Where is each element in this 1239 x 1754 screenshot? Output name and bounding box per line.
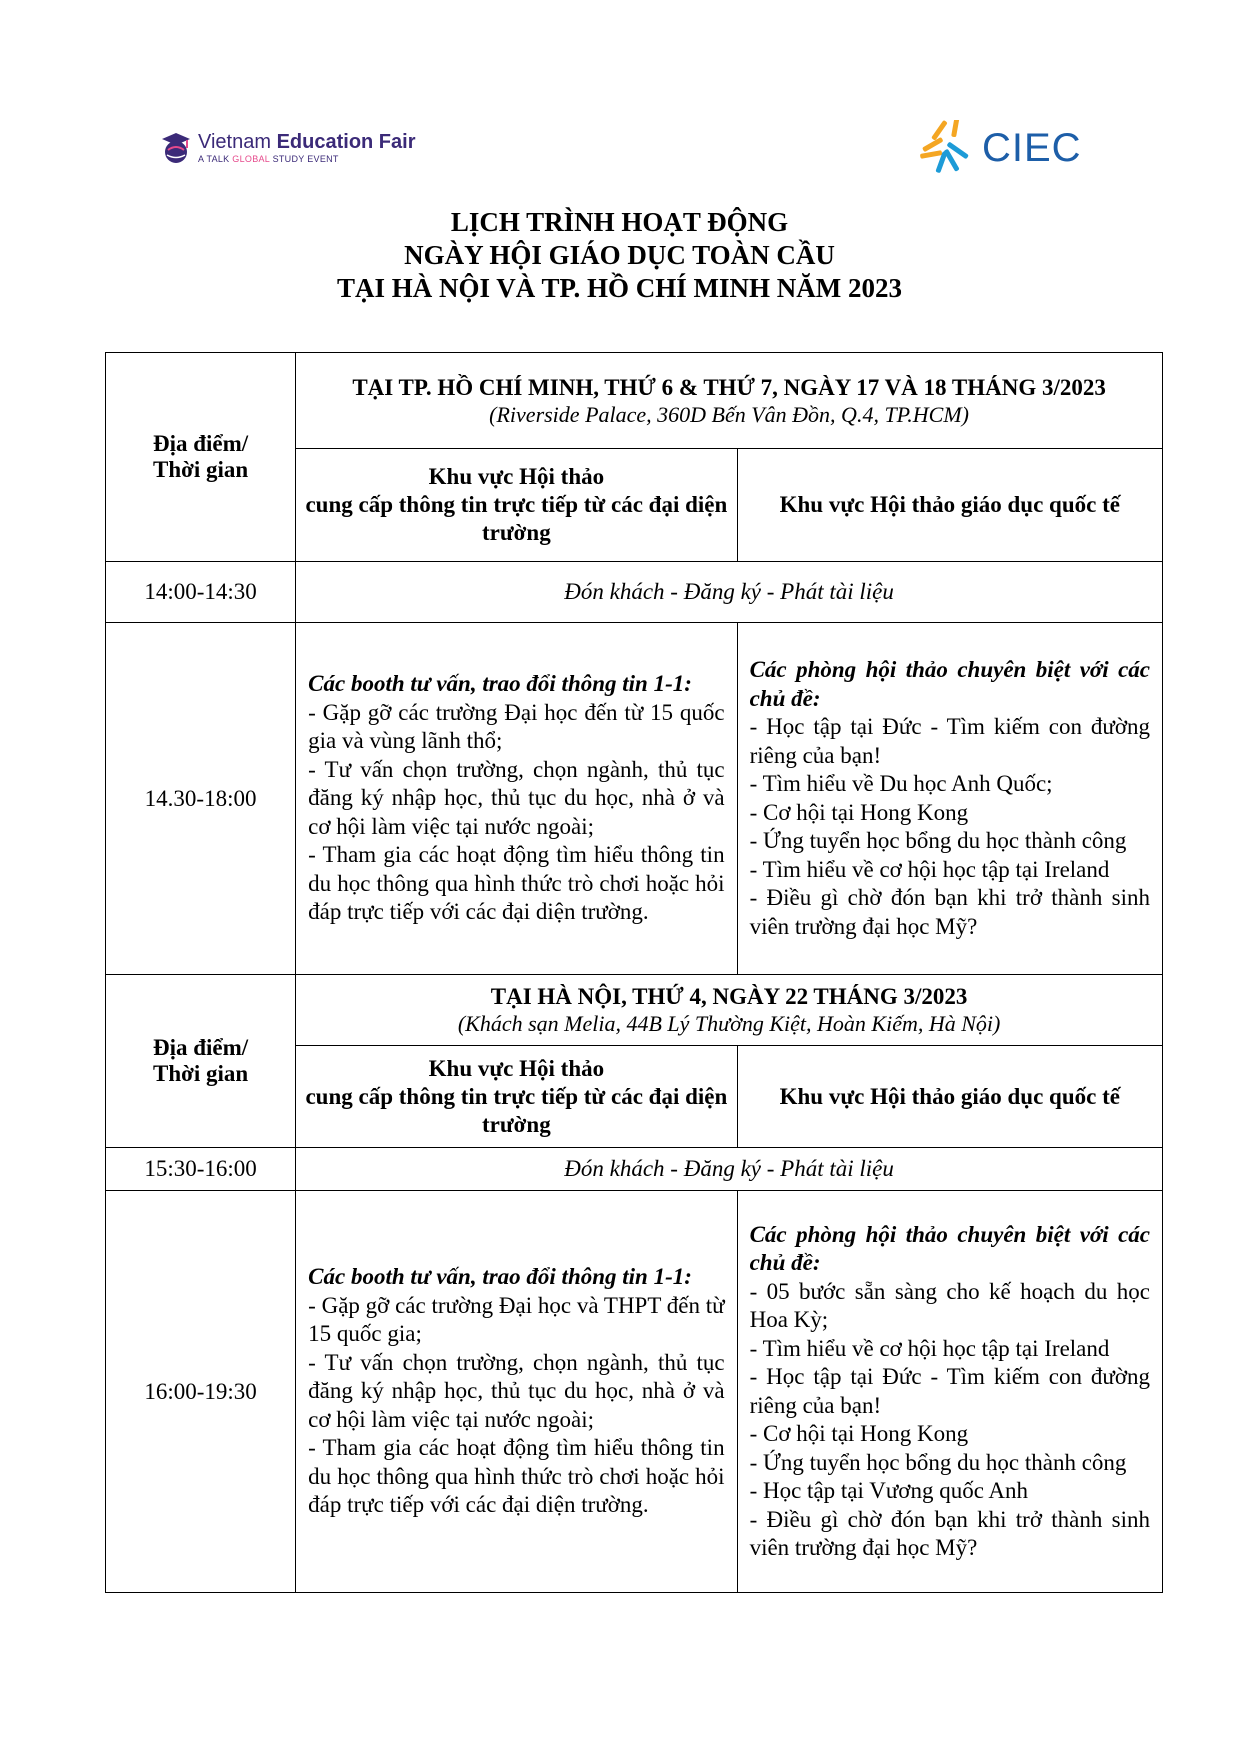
location-time-header: Địa điểm/ Thời gian xyxy=(106,975,296,1148)
venue-header xyxy=(296,353,1163,449)
table-row xyxy=(106,1148,1163,1191)
ciec-sunburst-icon xyxy=(918,120,976,176)
list-item: - Tư vấn chọn trường, chọn ngành, thủ tục đăng ký nhập học, thủ tục du học, nhà ở và cơ hội làm việc tại nước ngoài; xyxy=(308,756,725,839)
list-item: - Ứng tuyển học bổng du học thành công xyxy=(749,828,1127,853)
column-a-header: Khu vực Hội thảo cung cấp thông tin trực tiếp từ các đại diện trường xyxy=(296,449,737,562)
column-a-header: Khu vực Hội thảo cung cấp thông tin trực tiếp từ các đại diện trường xyxy=(296,1046,737,1148)
table-row xyxy=(106,975,1163,1046)
list-item: - Học tập tại Vương quốc Anh xyxy=(749,1478,1029,1503)
list-item: - Gặp gỡ các trường Đại học và THPT đến từ 15 quốc gia; xyxy=(308,1292,725,1347)
list-item: - Điều gì chờ đón bạn khi trở thành sinh viên trường đại học Mỹ? xyxy=(749,885,1150,939)
table-row xyxy=(106,562,1163,623)
venue-title: TẠI HÀ NỘI, THỨ 4, NGÀY 22 THÁNG 3/2023 xyxy=(490,984,968,1009)
list-item: - Học tập tại Đức - Tìm kiếm con đường riêng của bạn! xyxy=(749,714,1150,768)
list-item: - Điều gì chờ đón bạn khi trở thành sinh viên trường đại học Mỹ? xyxy=(749,1506,1150,1560)
time-cell: 14.30-18:00 xyxy=(106,623,296,975)
welcome-text: Đón khách - Đăng ký - Phát tài liệu xyxy=(296,562,1163,623)
graduation-cap-globe-icon xyxy=(158,130,194,166)
page-title xyxy=(0,206,1239,305)
column-b-header: Khu vực Hội thảo giáo dục quốc tế xyxy=(737,449,1162,562)
column-b-header: Khu vực Hội thảo giáo dục quốc tế xyxy=(737,1046,1162,1148)
title-line-2: NGÀY HỘI GIÁO DỤC TOÀN CẦU xyxy=(404,240,835,270)
title-line-1: LỊCH TRÌNH HOẠT ĐỘNG xyxy=(450,207,789,237)
title-line-3: TẠI HÀ NỘI VÀ TP. HỒ CHÍ MINH NĂM 2023 xyxy=(336,273,903,303)
list-item: - Tìm hiểu về cơ hội học tập tại Ireland xyxy=(749,856,1110,882)
welcome-text: Đón khách - Đăng ký - Phát tài liệu xyxy=(296,1148,1163,1191)
vietnam-education-fair-logo xyxy=(158,130,415,166)
table-row xyxy=(106,1191,1163,1593)
list-item: - Cơ hội tại Hong Kong xyxy=(749,799,969,825)
list-item: - Tìm hiểu về cơ hội học tập tại Ireland xyxy=(749,1335,1110,1361)
schedule-table xyxy=(105,352,1163,1593)
list-item: - Cơ hội tại Hong Kong xyxy=(749,1421,969,1446)
time-cell: 15:30-16:00 xyxy=(106,1148,296,1191)
left-logo-name: Vietnam Education Fair xyxy=(198,131,416,153)
left-logo-tagline: A TALK GLOBAL STUDY EVENT xyxy=(198,154,339,164)
ciec-logo-text: CIEC xyxy=(982,125,1082,170)
ciec-logo xyxy=(918,120,1082,176)
list-item: - Tham gia các hoạt động tìm hiểu thông tin du học thông qua hình thức trò chơi hoặc hỏi đáp trực tiếp với các đại diện trường. xyxy=(308,842,725,925)
venue-title: TẠI TP. HỒ CHÍ MINH, THỨ 6 & THỨ 7, NGÀY 17 VÀ 18 THÁNG 3/2023 xyxy=(352,374,1106,400)
list-item: - Học tập tại Đức - Tìm kiếm con đường riêng của bạn! xyxy=(749,1364,1150,1418)
location-time-header: Địa điểm/ Thời gian xyxy=(106,353,296,562)
table-row xyxy=(106,353,1163,449)
time-cell: 16:00-19:30 xyxy=(106,1191,296,1593)
venue-header xyxy=(296,975,1163,1046)
venue-address: (Riverside Palace, 360D Bến Vân Đồn, Q.4, TP.HCM) xyxy=(489,401,969,427)
seminar-topics: Các phòng hội thảo chuyên biệt với các chủ đề: - Học tập tại Đức - Tìm kiếm con đường riêng của bạn! - Tìm hiểu về Du học Anh Quốc; - Cơ hội tại Hong Kong - Ứng tuyển học bổng du học thành công - Tìm hiểu về cơ hội học tập tại Ireland - Điều gì chờ đón bạn khi trở thành sinh viên trường đại học Mỹ? xyxy=(737,623,1162,975)
list-item: - 05 bước sẵn sàng cho kế hoạch du học Hoa Kỳ; xyxy=(749,1278,1150,1332)
venue-address: (Khách sạn Melia, 44B Lý Thường Kiệt, Hoàn Kiếm, Hà Nội) xyxy=(457,1011,1001,1036)
list-item: - Gặp gỡ các trường Đại học đến từ 15 quốc gia và vùng lãnh thổ; xyxy=(308,699,725,754)
list-item: - Tìm hiểu về Du học Anh Quốc; xyxy=(749,771,1053,796)
time-cell: 14:00-14:30 xyxy=(106,562,296,623)
booth-activities: Các booth tư vấn, trao đổi thông tin 1-1: - Gặp gỡ các trường Đại học đến từ 15 quốc gia và vùng lãnh thổ; - Tư vấn chọn trường, chọn ngành, thủ tục đăng ký nhập học, thủ tục du học, nhà ở và cơ hội làm việc tại nước ngoài; - Tham gia các hoạt động tìm hiểu thông tin du học thông qua hình thức trò chơi hoặc hỏi đáp trực tiếp với các đại diện trường. xyxy=(296,623,737,975)
list-item: - Tham gia các hoạt động tìm hiểu thông tin du học thông qua hình thức trò chơi hoặc hỏi đáp trực tiếp với các đại diện trường. xyxy=(308,1435,725,1518)
list-item: - Ứng tuyển học bổng du học thành công xyxy=(749,1449,1127,1475)
table-row xyxy=(106,623,1163,975)
seminar-topics: Các phòng hội thảo chuyên biệt với các chủ đề: - 05 bước sẵn sàng cho kế hoạch du học Hoa Kỳ; - Tìm hiểu về cơ hội học tập tại Ireland - Học tập tại Đức - Tìm kiếm con đường riêng của bạn! - Cơ hội tại Hong Kong - Ứng tuyển học bổng du học thành công - Học tập tại Vương quốc Anh - Điều gì chờ đón bạn khi trở thành sinh viên trường đại học Mỹ? xyxy=(737,1191,1162,1593)
booth-activities: Các booth tư vấn, trao đổi thông tin 1-1: - Gặp gỡ các trường Đại học và THPT đến từ 15 quốc gia; - Tư vấn chọn trường, chọn ngành, thủ tục đăng ký nhập học, thủ tục du học, nhà ở và cơ hội làm việc tại nước ngoài; - Tham gia các hoạt động tìm hiểu thông tin du học thông qua hình thức trò chơi hoặc hỏi đáp trực tiếp với các đại diện trường. xyxy=(296,1191,737,1593)
list-item: - Tư vấn chọn trường, chọn ngành, thủ tục đăng ký nhập học, thủ tục du học, nhà ở và cơ hội làm việc tại nước ngoài; xyxy=(308,1349,725,1432)
